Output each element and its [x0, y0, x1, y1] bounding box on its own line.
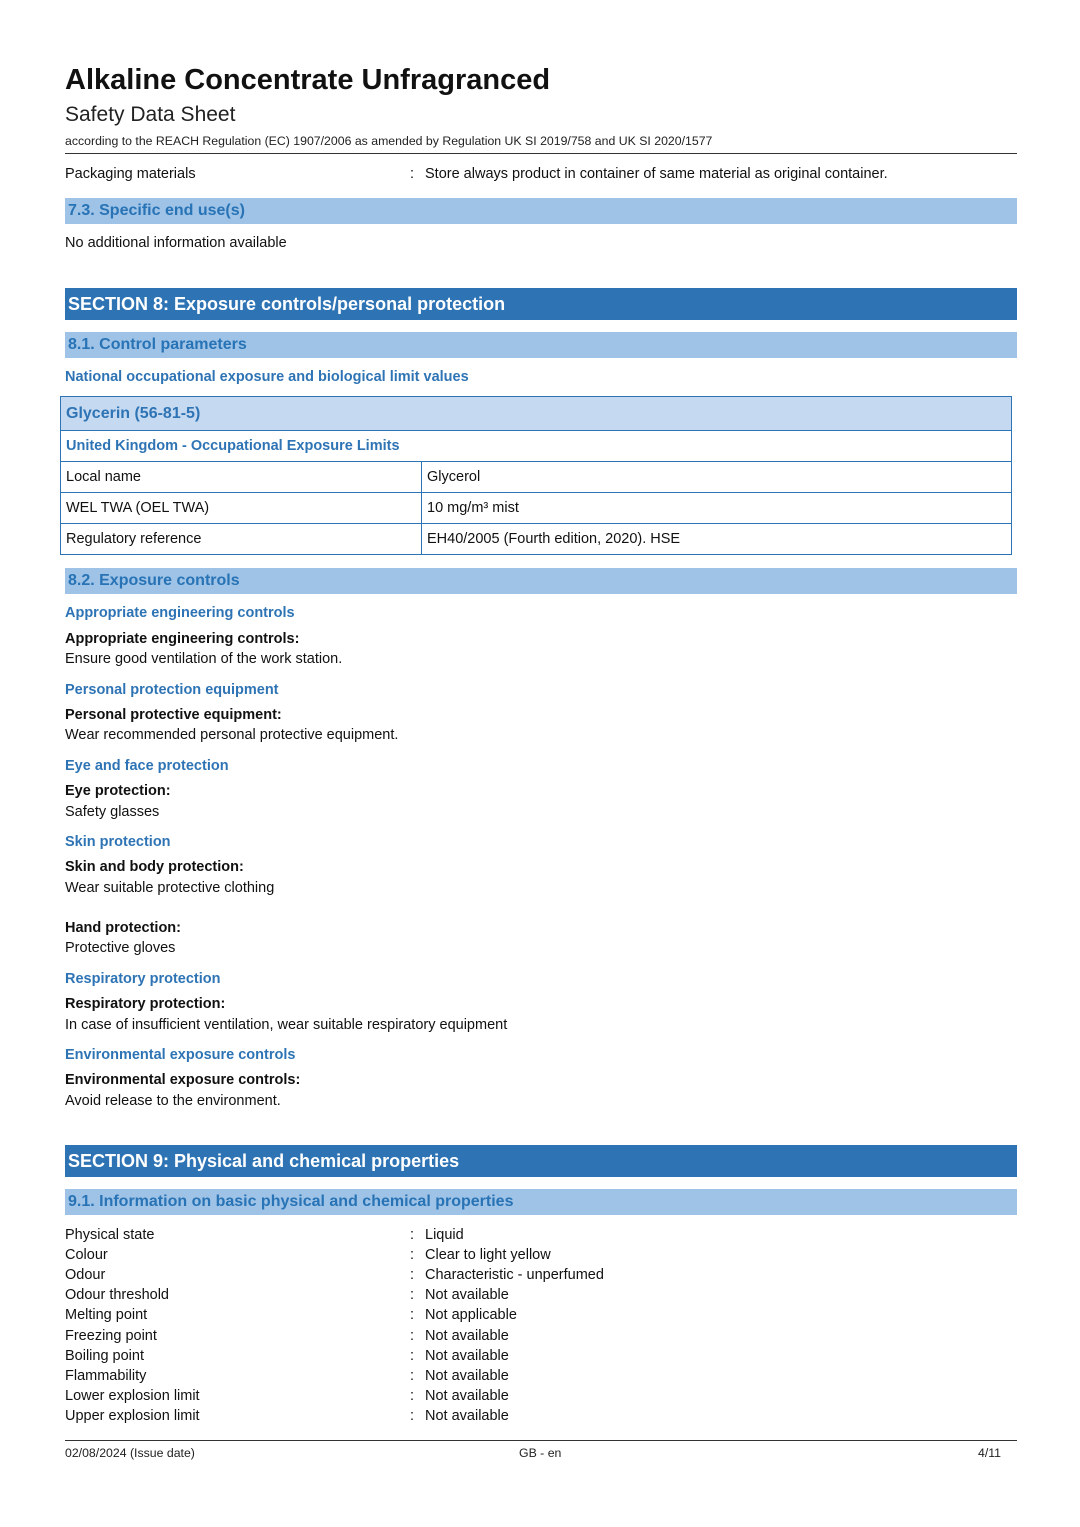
subsection-8-1-heading: 8.1. Control parameters — [65, 332, 1017, 358]
respiratory-protection-heading: Respiratory protection — [65, 971, 221, 987]
property-label: Lower explosion limit — [65, 1387, 200, 1404]
property-label: Melting point — [65, 1307, 148, 1324]
eye-protection-label: Eye protection: — [65, 783, 171, 799]
table-country-row — [61, 431, 1012, 462]
table-cell-value: 10 mg/m³ mist — [422, 493, 1012, 524]
table-cell-value: Glycerol — [422, 462, 1012, 493]
oel-subheading: National occupational exposure and biological limit values — [65, 369, 469, 385]
respiratory-protection-text: In case of insufficient ventilation, wear suitable respiratory equipment — [65, 1017, 508, 1033]
hand-protection-label: Hand protection: — [65, 920, 181, 936]
eye-protection-text: Safety glasses — [65, 804, 160, 820]
country-limits-title: United Kingdom - Occupational Exposure Limits — [61, 431, 1012, 462]
property-label: Physical state — [65, 1227, 155, 1243]
property-value: Not available — [425, 1347, 509, 1364]
section-9-heading: SECTION 9: Physical and chemical properties — [65, 1145, 1017, 1177]
property-value: Not available — [425, 1367, 509, 1384]
skin-protection-text: Wear suitable protective clothing — [65, 880, 275, 896]
footer-divider — [65, 1440, 1017, 1441]
subsection-7-3-text: No additional information available — [65, 235, 287, 251]
hand-protection-text: Protective gloves — [65, 940, 176, 956]
footer-issue-date: 02/08/2024 (Issue date) — [65, 1446, 195, 1460]
table-row — [61, 524, 1012, 555]
property-colon: : — [410, 1227, 415, 1243]
footer-page-number: 4/11 — [978, 1446, 1002, 1460]
property-colon: : — [410, 1367, 415, 1384]
environmental-controls-heading: Environmental exposure controls — [65, 1047, 296, 1063]
property-value: Not available — [425, 1407, 509, 1424]
footer-locale: GB - en — [519, 1446, 562, 1460]
skin-protection-heading: Skin protection — [65, 834, 171, 850]
table-row — [61, 493, 1012, 524]
table-cell-key: WEL TWA (OEL TWA) — [61, 493, 422, 524]
property-value: Not available — [425, 1287, 509, 1304]
subsection-7-3-heading: 7.3. Specific end use(s) — [65, 198, 1017, 224]
packaging-label: Packaging materials — [65, 166, 196, 182]
ppe-label: Personal protective equipment: — [65, 707, 282, 723]
property-colon: : — [410, 1387, 415, 1404]
property-label: Flammability — [65, 1367, 147, 1384]
property-label: Freezing point — [65, 1327, 157, 1344]
ppe-text: Wear recommended personal protective equipment. — [65, 727, 399, 743]
property-label: Upper explosion limit — [65, 1407, 200, 1424]
property-label: Odour threshold — [65, 1287, 169, 1304]
property-value: Characteristic - unperfumed — [425, 1267, 604, 1284]
property-label: Colour — [65, 1247, 108, 1264]
property-label: Boiling point — [65, 1347, 144, 1364]
property-colon: : — [410, 1307, 415, 1324]
regulation-note: according to the REACH Regulation (EC) 1907/2006 as amended by Regulation UK SI 2019/758 and UK SI 2020/1577 — [65, 134, 713, 148]
environmental-controls-text: Avoid release to the environment. — [65, 1093, 281, 1109]
header-divider — [65, 153, 1017, 154]
subsection-9-1-heading: 9.1. Information on basic physical and chemical properties — [65, 1189, 1017, 1215]
table-substance-row — [61, 397, 1012, 431]
section-8-heading: SECTION 8: Exposure controls/personal protection — [65, 288, 1017, 320]
property-label: Odour — [65, 1267, 106, 1284]
engineering-controls-label: Appropriate engineering controls: — [65, 631, 300, 647]
property-colon: : — [410, 1347, 415, 1364]
property-colon: : — [410, 1247, 415, 1264]
property-value: Not applicable — [425, 1307, 517, 1324]
table-cell-key: Local name — [61, 462, 422, 493]
document-title: Alkaline Concentrate Unfragranced — [65, 64, 551, 96]
table-cell-key: Regulatory reference — [61, 524, 422, 555]
environmental-controls-label: Environmental exposure controls: — [65, 1072, 301, 1088]
subsection-8-2-heading: 8.2. Exposure controls — [65, 568, 1017, 594]
property-value: Not available — [425, 1327, 509, 1344]
engineering-controls-text: Ensure good ventilation of the work station. — [65, 651, 343, 667]
skin-protection-label: Skin and body protection: — [65, 859, 244, 875]
property-colon: : — [410, 1287, 415, 1304]
substance-name: Glycerin (56-81-5) — [61, 397, 1012, 431]
eye-protection-heading: Eye and face protection — [65, 758, 229, 774]
ppe-heading: Personal protection equipment — [65, 682, 279, 698]
packaging-value: Store always product in container of same material as original container. — [425, 166, 888, 182]
packaging-colon: : — [410, 166, 415, 182]
engineering-controls-heading: Appropriate engineering controls — [65, 605, 295, 621]
property-value: Liquid — [425, 1227, 464, 1243]
respiratory-protection-label: Respiratory protection: — [65, 996, 226, 1012]
exposure-limits-table — [60, 396, 1012, 555]
document-subtitle: Safety Data Sheet — [65, 103, 236, 126]
property-colon: : — [410, 1267, 415, 1284]
property-colon: : — [410, 1407, 415, 1424]
property-value: Clear to light yellow — [425, 1247, 551, 1264]
table-row — [61, 462, 1012, 493]
property-colon: : — [410, 1327, 415, 1344]
property-value: Not available — [425, 1387, 509, 1404]
table-cell-value: EH40/2005 (Fourth edition, 2020). HSE — [422, 524, 1012, 555]
